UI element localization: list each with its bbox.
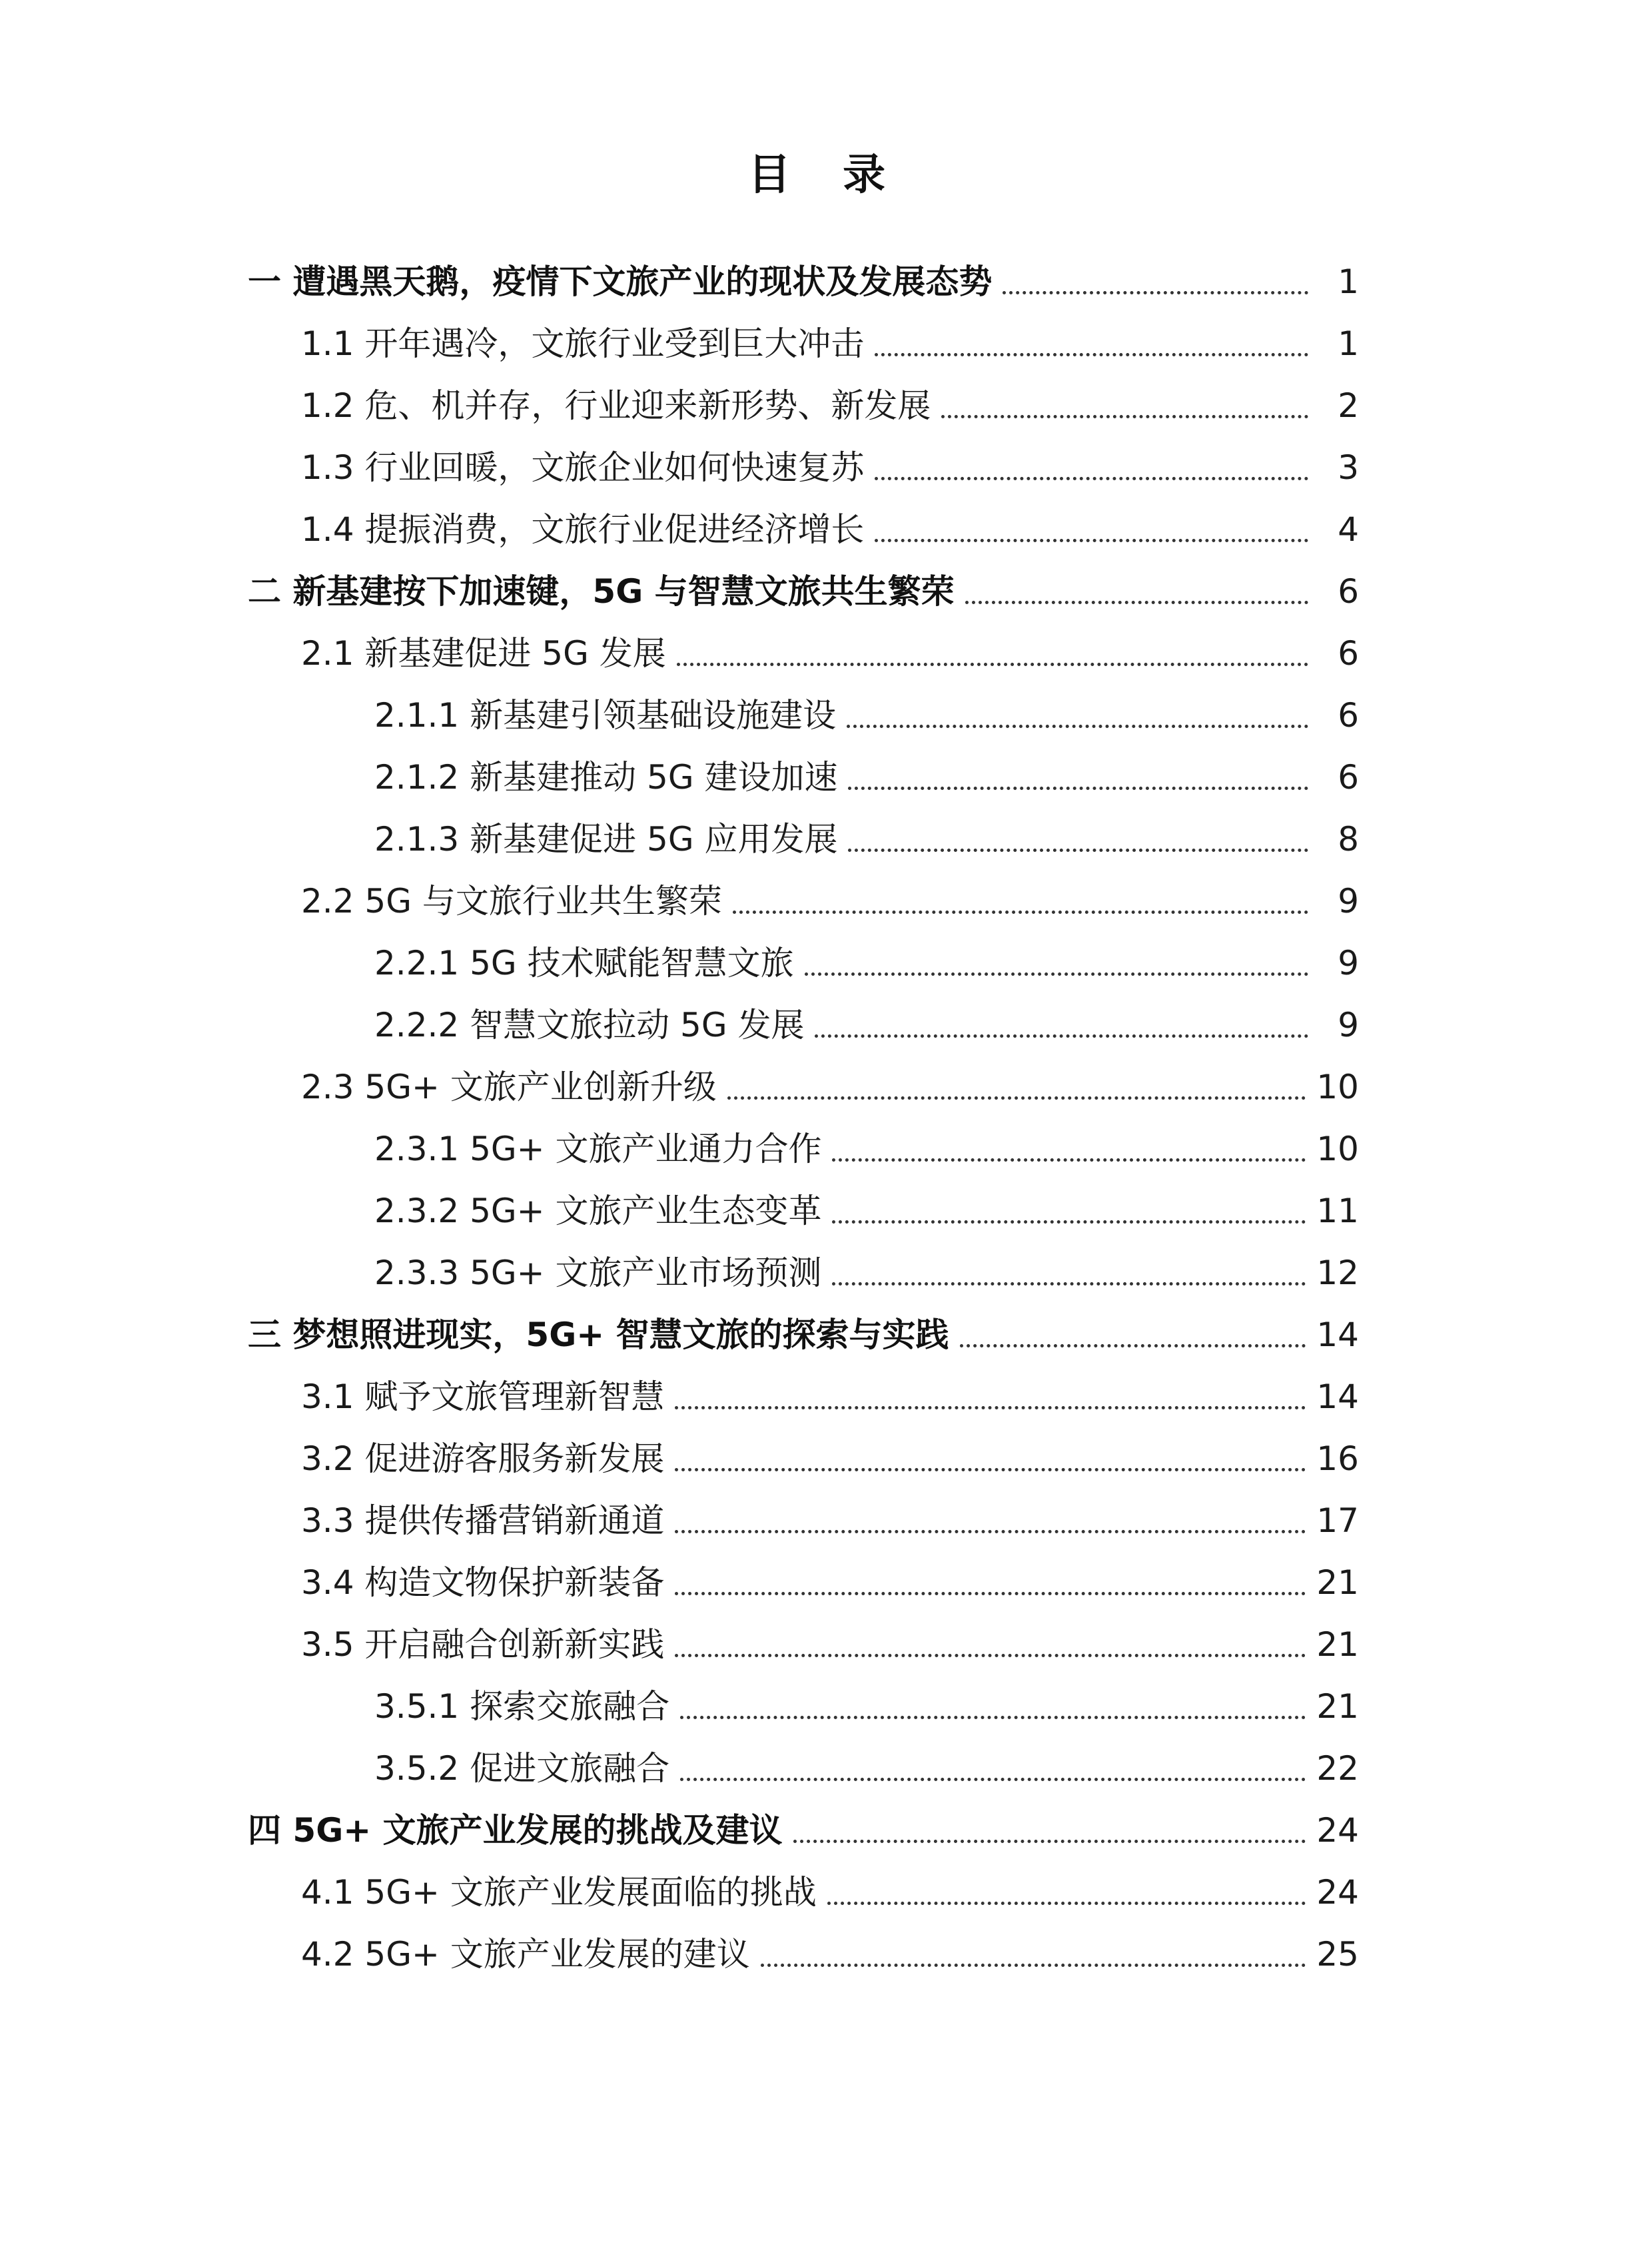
toc-entry-page-number: 22 — [1316, 1749, 1359, 1788]
toc-entry-page-number: 3 — [1338, 448, 1359, 487]
toc-entry[interactable] — [301, 1367, 1359, 1420]
toc-entry-page-number: 11 — [1316, 1192, 1359, 1230]
toc-entry[interactable] — [374, 809, 1359, 863]
toc-entry-page-number: 6 — [1338, 758, 1359, 797]
toc-entry-label: 2.1.1 新基建引领基础设施建设 — [374, 696, 837, 735]
dot-leader — [965, 601, 1308, 604]
dot-leader — [832, 1220, 1306, 1224]
dot-leader — [848, 849, 1308, 852]
dot-leader — [805, 972, 1308, 976]
dot-leader — [675, 1592, 1306, 1595]
toc-entry[interactable] — [301, 623, 1359, 677]
toc-entry-label: 2.3.3 5G+ 文旅产业市场预测 — [374, 1254, 822, 1292]
toc-entry-label: 2.2.1 5G 技术赋能智慧文旅 — [374, 944, 794, 982]
toc-entry-label: 2.2 5G 与文旅行业共生繁荣 — [301, 882, 722, 921]
dot-leader — [727, 1096, 1306, 1100]
toc-entry[interactable] — [374, 747, 1359, 801]
toc-entry[interactable] — [248, 561, 1359, 615]
dot-leader — [675, 1654, 1306, 1657]
toc-entry[interactable] — [301, 500, 1359, 553]
toc-entry-page-number: 6 — [1338, 634, 1359, 673]
toc-entry-page-number: 9 — [1338, 1006, 1359, 1044]
toc-entry-page-number: 1 — [1338, 262, 1359, 301]
toc-entry[interactable] — [301, 1429, 1359, 1482]
toc-entry[interactable] — [301, 1057, 1359, 1110]
dot-leader — [832, 1282, 1306, 1286]
toc-entry[interactable] — [301, 1553, 1359, 1606]
toc-entry-label: 3.3 提供传播营销新通道 — [301, 1501, 665, 1540]
toc-entry-label: 一 遭遇黑天鹅，疫情下文旅产业的现状及发展态势 — [248, 262, 993, 301]
toc-entry-page-number: 2 — [1338, 386, 1359, 425]
toc-entry[interactable] — [248, 1800, 1359, 1854]
dot-leader — [875, 353, 1308, 356]
toc-entry-label: 2.3 5G+ 文旅产业创新升级 — [301, 1068, 717, 1106]
dot-leader — [733, 911, 1308, 914]
dot-leader — [680, 1716, 1306, 1719]
toc-entry-page-number: 21 — [1316, 1625, 1359, 1664]
toc-entry-page-number: 21 — [1316, 1563, 1359, 1602]
toc-entry-label: 二 新基建按下加速键，5G 与智慧文旅共生繁荣 — [248, 572, 955, 611]
toc-entry-page-number: 6 — [1338, 696, 1359, 735]
toc-entry[interactable] — [301, 314, 1359, 367]
dot-leader — [875, 477, 1308, 480]
toc-entry[interactable] — [248, 252, 1359, 305]
dot-leader — [677, 663, 1308, 666]
toc-entry[interactable] — [248, 1305, 1359, 1358]
dot-leader — [848, 787, 1308, 790]
toc-entry-page-number: 9 — [1338, 882, 1359, 921]
toc-entry-label: 1.1 开年遇冷，文旅行业受到巨大冲击 — [301, 324, 865, 363]
toc-entry[interactable] — [374, 1243, 1359, 1296]
dot-leader — [875, 539, 1308, 542]
toc-entry[interactable] — [374, 685, 1359, 739]
toc-entry-page-number: 1 — [1338, 324, 1359, 363]
toc-entry-label: 4.1 5G+ 文旅产业发展面临的挑战 — [301, 1873, 817, 1912]
toc-entry[interactable] — [374, 995, 1359, 1048]
toc-entry-label: 3.5 开启融合创新新实践 — [301, 1625, 665, 1664]
toc-entry[interactable] — [301, 1862, 1359, 1916]
dot-leader — [827, 1902, 1306, 1905]
toc-entry-page-number: 14 — [1316, 1315, 1359, 1354]
toc-entry-label: 1.3 行业回暖，文旅企业如何快速复苏 — [301, 448, 865, 487]
toc-entry-label: 2.3.2 5G+ 文旅产业生态变革 — [374, 1192, 822, 1230]
dot-leader — [960, 1344, 1306, 1347]
toc-entry[interactable] — [374, 1181, 1359, 1234]
toc-entry[interactable] — [374, 1119, 1359, 1172]
dot-leader — [847, 725, 1308, 728]
dot-leader — [941, 415, 1308, 418]
toc-entry-page-number: 4 — [1338, 510, 1359, 549]
toc-entry-label: 2.1.3 新基建促进 5G 应用发展 — [374, 820, 838, 859]
toc-entry-label: 3.4 构造文物保护新装备 — [301, 1563, 665, 1602]
dot-leader — [1003, 291, 1308, 294]
toc-entry-page-number: 21 — [1316, 1687, 1359, 1726]
toc-entry-label: 3.5.1 探索交旅融合 — [374, 1687, 670, 1726]
dot-leader — [675, 1468, 1306, 1471]
toc-entry-label: 2.2.2 智慧文旅拉动 5G 发展 — [374, 1006, 805, 1044]
toc-entry[interactable] — [301, 376, 1359, 429]
dot-leader — [793, 1840, 1306, 1843]
dot-leader — [761, 1964, 1306, 1967]
toc-entry-page-number: 10 — [1316, 1130, 1359, 1168]
toc-entry[interactable] — [301, 1491, 1359, 1544]
toc-entry-label: 四 5G+ 文旅产业发展的挑战及建议 — [248, 1811, 783, 1850]
toc-entry-page-number: 24 — [1316, 1811, 1359, 1850]
toc-entry-page-number: 12 — [1316, 1254, 1359, 1292]
toc-entry-page-number: 14 — [1316, 1377, 1359, 1416]
toc-entry-page-number: 10 — [1316, 1068, 1359, 1106]
toc-entry-page-number: 8 — [1338, 820, 1359, 859]
toc-entry-label: 2.1 新基建促进 5G 发展 — [301, 634, 666, 673]
page-title: 目 录 — [747, 151, 905, 200]
toc-entry-page-number: 17 — [1316, 1501, 1359, 1540]
toc-entry[interactable] — [301, 1924, 1359, 1978]
toc-entry[interactable] — [301, 438, 1359, 491]
toc-entry-page-number: 24 — [1316, 1873, 1359, 1912]
toc-entry-label: 3.1 赋予文旅管理新智慧 — [301, 1377, 665, 1416]
toc-entry[interactable] — [301, 1615, 1359, 1668]
toc-entry[interactable] — [374, 1677, 1359, 1730]
toc-entry-label: 1.4 提振消费，文旅行业促进经济增长 — [301, 510, 865, 549]
toc-entry-label: 4.2 5G+ 文旅产业发展的建议 — [301, 1935, 750, 1974]
toc-entry-page-number: 6 — [1338, 572, 1359, 611]
toc-entry-label: 2.3.1 5G+ 文旅产业通力合作 — [374, 1130, 822, 1168]
toc-entry-page-number: 9 — [1338, 944, 1359, 982]
dot-leader — [815, 1034, 1308, 1038]
toc-entry-label: 三 梦想照进现实，5G+ 智慧文旅的探索与实践 — [248, 1315, 949, 1354]
toc-entry-label: 2.1.2 新基建推动 5G 建设加速 — [374, 758, 838, 797]
toc-entry-page-number: 16 — [1316, 1439, 1359, 1478]
toc-entry[interactable] — [374, 1738, 1359, 1792]
toc-entry-page-number: 25 — [1316, 1935, 1359, 1974]
toc-entry-label: 3.5.2 促进文旅融合 — [374, 1749, 670, 1788]
toc-entry[interactable] — [374, 933, 1359, 986]
dot-leader — [832, 1158, 1306, 1162]
toc-entry[interactable] — [301, 871, 1359, 925]
toc-entry-label: 3.2 促进游客服务新发展 — [301, 1439, 665, 1478]
dot-leader — [675, 1406, 1306, 1409]
dot-leader — [675, 1530, 1306, 1533]
toc-entry-label: 1.2 危、机并存，行业迎来新形势、新发展 — [301, 386, 931, 425]
dot-leader — [680, 1778, 1306, 1781]
